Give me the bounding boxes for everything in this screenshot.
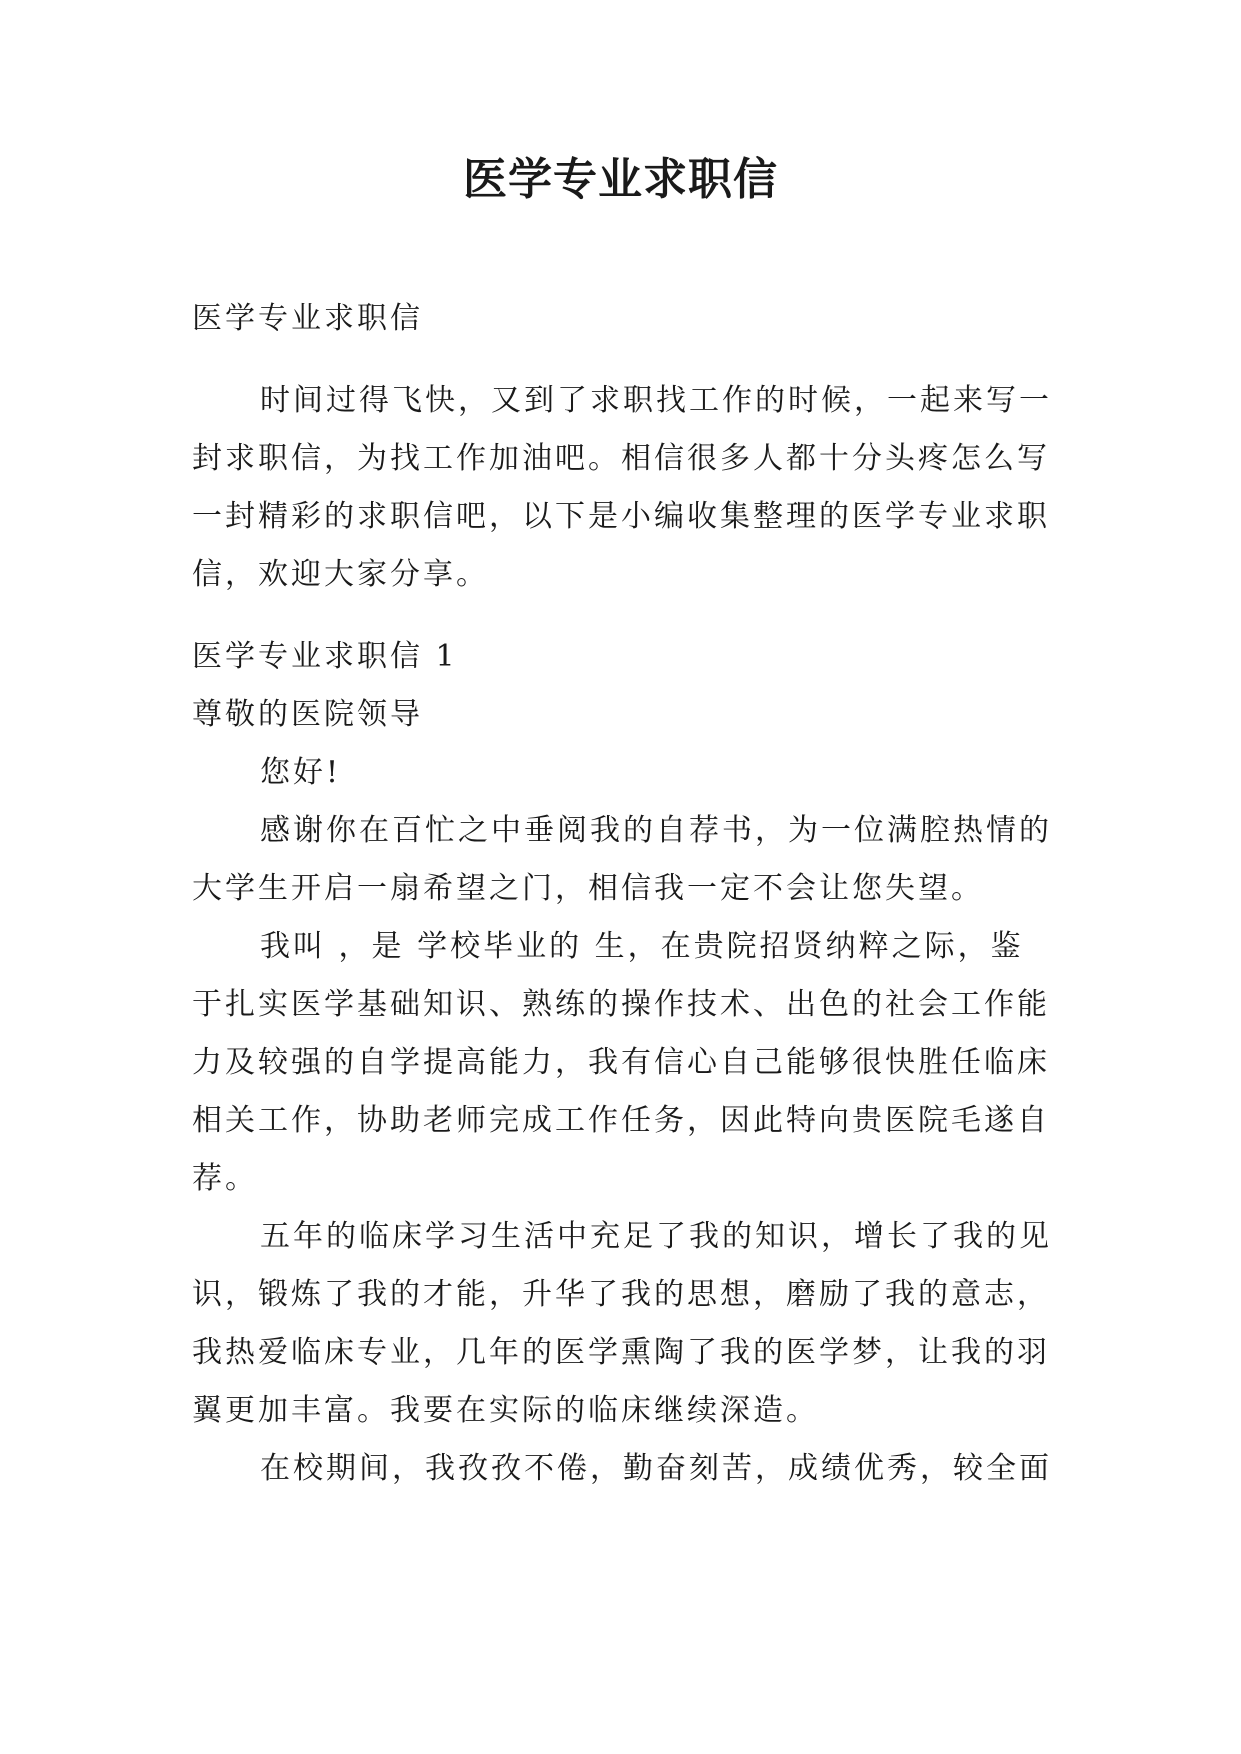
- paragraph-2: [192, 918, 1072, 1208]
- document-subtitle: 医学专业求职信: [192, 301, 423, 336]
- paragraph-line: 于扎实医学基础知识、熟练的操作技术、出色的社会工作能: [192, 987, 1050, 1022]
- spacer: [192, 348, 1072, 372]
- paragraph-line: 翼更加丰富。我要在实际的临床继续深造。: [192, 1393, 819, 1428]
- document-body: [192, 290, 1072, 1498]
- letter-heading: 医学专业求职信 1: [192, 639, 458, 674]
- paragraph-line: 我热爱临床专业，几年的医学熏陶了我的医学梦，让我的羽: [192, 1335, 1050, 1370]
- paragraph-line: 相关工作，协助老师完成工作任务，因此特向贵医院毛遂自: [192, 1103, 1050, 1138]
- spacer: [192, 604, 1072, 628]
- paragraph-line: 在校期间，我孜孜不倦，勤奋刻苦，成绩优秀，较全面: [260, 1451, 1052, 1486]
- paragraph-line: 识，锻炼了我的才能，升华了我的思想，磨励了我的意志，: [192, 1277, 1050, 1312]
- paragraph-line: 力及较强的自学提高能力，我有信心自己能够很快胜任临床: [192, 1045, 1050, 1080]
- intro-paragraph: [192, 372, 1072, 604]
- paragraph-4: [192, 1440, 1072, 1498]
- greeting: 您好!: [260, 755, 342, 790]
- intro-line: 时间过得飞快，又到了求职找工作的时候，一起来写一: [260, 383, 1052, 418]
- salutation: 尊敬的医院领导: [192, 697, 423, 732]
- paragraph-line: 荐。: [192, 1161, 258, 1196]
- document-title: 医学专业求职信: [463, 154, 778, 205]
- intro-line: 信，欢迎大家分享。: [192, 557, 489, 592]
- paragraph-3: [192, 1208, 1072, 1440]
- paragraph-1: [192, 802, 1072, 918]
- paragraph-line: 我叫 ，是 学校毕业的 生，在贵院招贤纳粹之际，鉴: [260, 929, 1024, 964]
- paragraph-line: 感谢你在百忙之中垂阅我的自荐书，为一位满腔热情的: [260, 813, 1052, 848]
- paragraph-line: 大学生开启一扇希望之门，相信我一定不会让您失望。: [192, 871, 984, 906]
- intro-line: 一封精彩的求职信吧，以下是小编收集整理的医学专业求职: [192, 499, 1050, 534]
- intro-line: 封求职信，为找工作加油吧。相信很多人都十分头疼怎么写: [192, 441, 1050, 476]
- paragraph-line: 五年的临床学习生活中充足了我的知识，增长了我的见: [260, 1219, 1052, 1254]
